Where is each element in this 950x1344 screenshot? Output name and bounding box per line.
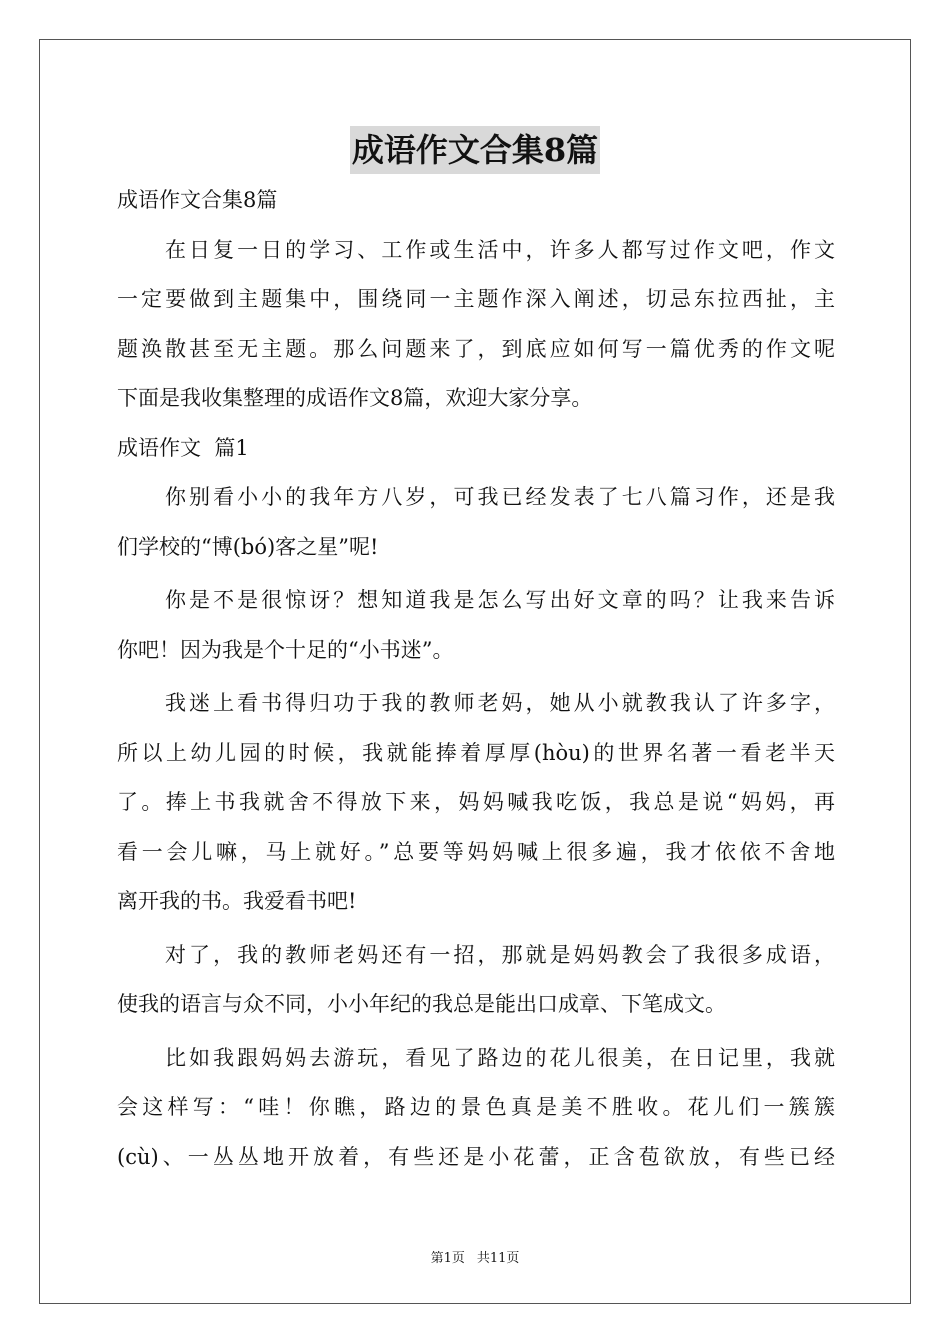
page-total: 共11页 [476,1251,520,1266]
text-line: 在日复一日的学习、工作或生活中，许多人都写过作文吧，作文 [165,237,835,262]
text-line: 我迷上看书得归功于我的教师老妈，她从小就教我认了许多字， [165,691,835,715]
text-line: 离开我的书。我爱看书吧! [117,889,357,913]
text-line: 你吧！因为我是个十足的“小书迷”。 [117,637,454,662]
document-subtitle: 成语作文合集8篇 [117,188,278,212]
text-line: 你是不是很惊讶？想知道我是怎么写出好文章的吗？让我来告诉 [165,588,835,612]
section-heading: 成语作文 篇1 [117,435,249,460]
text-line: 所以上幼儿园的时候，我就能捧着厚厚(hòu)的世界名著一看老半天 [117,740,835,765]
page-footer [0,1247,950,1266]
paragraph [117,1034,835,1183]
text-line: 一定要做到主题集中，围绕同一主题作深入阐述，切忌东拉西扯，主 [117,287,835,311]
text-line: 对了，我的教师老妈还有一招，那就是妈妈教会了我很多成语， [165,942,835,967]
text-line: 了。捧上书我就舍不得放下来，妈妈喊我吃饭，我总是说“妈妈，再 [117,790,835,814]
paragraph [117,473,835,572]
title-wrap [0,126,950,174]
text-line: 使我的语言与众不同，小小年纪的我总是能出口成章、下笔成文。 [117,992,726,1016]
text-line: 你别看小小的我年方八岁，可我已经发表了七八篇习作，还是我 [165,485,835,509]
text-line: 下面是我收集整理的成语作文8篇，欢迎大家分享。 [117,386,593,410]
text-line: 题涣散甚至无主题。那么问题来了，到底应如何写一篇优秀的作文呢 [117,336,835,361]
text-line: 比如我跟妈妈去游玩，看见了路边的花儿很美，在日记里，我就 [165,1045,835,1070]
text-line: 们学校的“博(bó)客之星”呢! [117,534,379,559]
text-line: 会这样写：“哇！你瞧，路边的景色真是美不胜收。花儿们一簇簇 [117,1095,835,1119]
paragraph [117,679,835,927]
paragraph [117,576,835,675]
document-title: 成语作文合集8篇 [350,126,600,174]
document-body [117,176,835,1182]
text-line: (cù)、一丛丛地开放着，有些还是小花蕾，正含苞欲放，有些已经 [117,1144,835,1169]
paragraph [117,931,835,1030]
page-number: 第1页 [430,1251,465,1266]
intro-paragraph [117,226,835,424]
text-line: 看一会儿嘛，马上就好。”总要等妈妈喊上很多遍，我才依依不舍地 [117,839,835,864]
